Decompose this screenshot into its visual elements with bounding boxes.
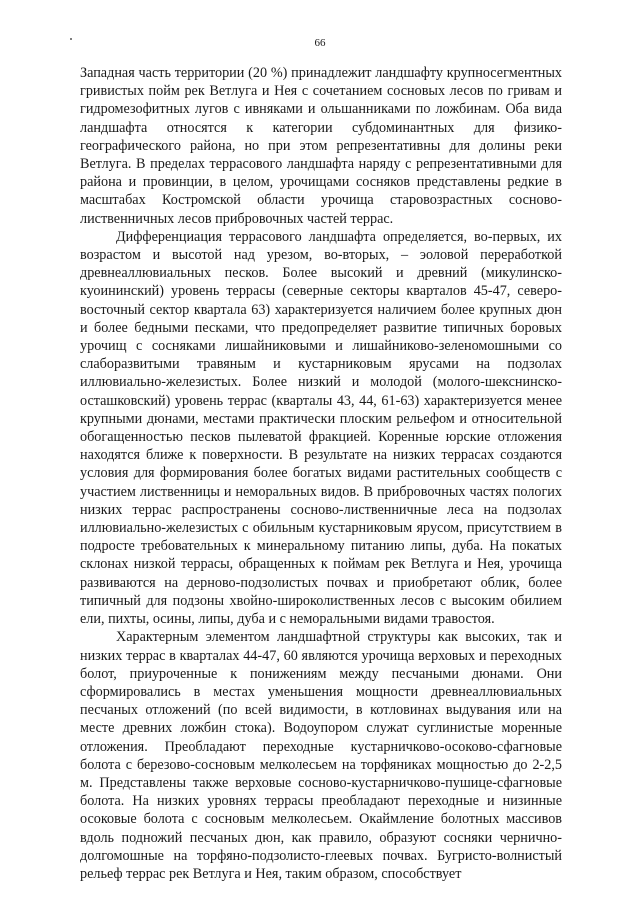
body-text	[80, 64, 562, 883]
paragraph-2: Дифференциация террасового ландшафта определяется, во-первых, их возрастом и высотой над урезом, во-вторых, – эоловой переработкой древнеаллювиальных песков. Более высокий и древний (микулинско-куоининский) уровень террасы (северные секторы кварталов 45-47, северо-восточный сектор квартала 63) характеризуется наличием более крупных дюн и более бедными песками, что предопределяет развитие типичных боровых урочищ с сосняками лишайниковыми и лишайниково-зеленомошными со слаборазвитыми травяным и кустарниковым ярусами на подзолах иллювиально-железистых. Более низкий и молодой (молого-шекснинско-осташковский) уровень террас (кварталы 43, 44, 61-63) характеризуется менее крупными дюнами, местами практически плоским рельефом и относительной обогащенностью песков пылеватой фракцией. Коренные юрские отложения находятся ближе к поверхности. В результате на низких террасах создаются условия для формирования более богатых видами растительных сообществ с участием лиственницы и неморальных видов. В прибровочных частях пологих низких террас распространены сосново-лиственничные леса на подзолах иллювиально-железистых с обильным кустарниковым ярусом, присутствием в подросте требовательных к минеральному питанию липы, дуба. На покатых склонах низкой террасы, обращенных к поймам рек Ветлуга и Нея, урочища развиваются на дерново-подзолистых почвах и приобретают облик, более типичный для подзоны хвойно-широколиственных лесов с высоким обилием ели, пихты, осины, липы, дуба и с неморальными видами травостоя.	[80, 228, 562, 628]
page-number: 66	[314, 37, 326, 49]
paragraph-1: Западная часть территории (20 %) принадлежит ландшафту крупносегментных гривистых пойм рек Ветлуга и Нея с сочетанием сосновых лесов по гривам и гидромезофитных лугов с ивняками и ольшанниками по ложбинам. Оба вида ландшафта относятся к категории субдоминантных для физико-географического района, но при этом репрезентативны для долины реки Ветлуга. В пределах террасового ландшафта наряду с репрезентативными для района и провинции, в целом, урочищами сосняков представлены редкие в масштабах Костромской области урочища старовозрастных сосново-лиственничных лесов прибровочных частей террас.	[80, 65, 562, 227]
paragraph-3: Характерным элементом ландшафтной структуры как высоких, так и низких террас в кварталах 44-47, 60 являются урочища верховых и переходных болот, приуроченные к понижениям между песчаными дюнами. Они сформировались в местах уменьшения мощности древнеаллювиальных песчаных отложений (по всей видимости, в котловинах выдувания или на месте древних ложбин стока). Водоупором служат суглинистые моренные отложения. Преобладают переходные кустарничково-осоково-сфагновые болота с березово-сосновым мелколесьем на торфяниках мощностью до 2-2,5 м. Представлены также верховые сосново-кустарничково-пушице-сфагновые болота. На низких уровнях террасы преобладают переходные и низинные осоковые болота с сосновым мелколесьем. Окаймление болотных массивов вдоль подножий песчаных дюн, как правило, образуют сосняки чернично-долгомошные на торфяно-подзолисто-глеевых почвах. Бугристо-волнистый рельеф террас рек Ветлуга и Нея, таким образом, способствует	[80, 629, 562, 882]
